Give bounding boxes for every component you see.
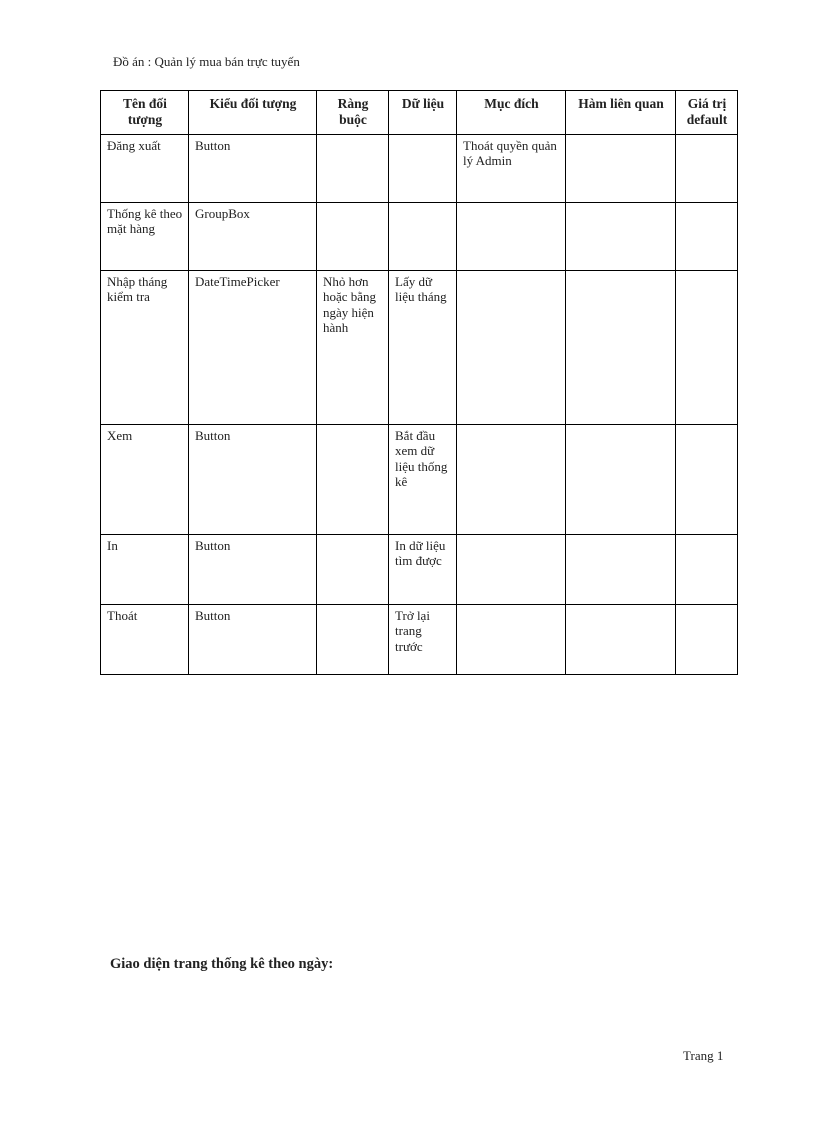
table-row bbox=[101, 135, 738, 203]
table-cell bbox=[566, 425, 676, 535]
table-cell: In dữ liệu tìm được bbox=[389, 535, 457, 605]
table-cell bbox=[566, 271, 676, 425]
table-cell bbox=[317, 135, 389, 203]
table-row bbox=[101, 535, 738, 605]
header-cell: Ràng buộc bbox=[317, 91, 389, 135]
page-number: Trang 1 bbox=[683, 1048, 724, 1063]
table-cell: Nhỏ hơn hoặc bằng ngày hiện hành bbox=[317, 271, 389, 425]
header-cell: Tên đối tượng bbox=[101, 91, 189, 135]
table-cell: Nhập tháng kiểm tra bbox=[101, 271, 189, 425]
table-cell bbox=[457, 203, 566, 271]
table-cell: In bbox=[101, 535, 189, 605]
table-cell bbox=[676, 425, 738, 535]
table-row bbox=[101, 425, 738, 535]
table-cell bbox=[566, 203, 676, 271]
table-cell: Button bbox=[189, 605, 317, 675]
header-cell: Dữ liệu bbox=[389, 91, 457, 135]
table-cell bbox=[676, 135, 738, 203]
table-cell bbox=[457, 425, 566, 535]
page-title: Đồ án : Quản lý mua bán trực tuyến bbox=[113, 54, 300, 69]
header-cell: Hàm liên quan bbox=[566, 91, 676, 135]
table-cell: Thoát quyền quản lý Admin bbox=[457, 135, 566, 203]
header-cell: Kiểu đối tượng bbox=[189, 91, 317, 135]
table-cell bbox=[389, 203, 457, 271]
table-cell bbox=[389, 135, 457, 203]
table-cell bbox=[317, 605, 389, 675]
table-row bbox=[101, 203, 738, 271]
table-cell: Xem bbox=[101, 425, 189, 535]
table-cell bbox=[566, 605, 676, 675]
table-row bbox=[101, 271, 738, 425]
table-cell bbox=[566, 135, 676, 203]
table-cell: Bắt đầu xem dữ liệu thống kê bbox=[389, 425, 457, 535]
table-cell bbox=[457, 271, 566, 425]
table-cell: Đăng xuất bbox=[101, 135, 189, 203]
table-cell bbox=[317, 203, 389, 271]
table-cell: Button bbox=[189, 535, 317, 605]
table-cell bbox=[676, 535, 738, 605]
table-cell: Button bbox=[189, 425, 317, 535]
table-cell: GroupBox bbox=[189, 203, 317, 271]
table-cell bbox=[317, 535, 389, 605]
table-header-row bbox=[101, 91, 738, 135]
table-cell: Thoát bbox=[101, 605, 189, 675]
table-cell bbox=[317, 425, 389, 535]
section-heading: Giao diện trang thống kê theo ngày: bbox=[110, 956, 334, 972]
table-cell bbox=[457, 605, 566, 675]
table-cell: Button bbox=[189, 135, 317, 203]
table-cell bbox=[566, 535, 676, 605]
table-cell: Trở lại trang trước bbox=[389, 605, 457, 675]
table-cell bbox=[676, 605, 738, 675]
table-row bbox=[101, 605, 738, 675]
table-cell bbox=[676, 203, 738, 271]
table-cell bbox=[676, 271, 738, 425]
table-cell: DateTimePicker bbox=[189, 271, 317, 425]
header-cell: Mục đích bbox=[457, 91, 566, 135]
object-definition-table bbox=[100, 90, 738, 675]
table-cell: Thống kê theo mặt hàng bbox=[101, 203, 189, 271]
table-cell: Lấy dữ liệu tháng bbox=[389, 271, 457, 425]
table-cell bbox=[457, 535, 566, 605]
header-cell: Giá trị default bbox=[676, 91, 738, 135]
